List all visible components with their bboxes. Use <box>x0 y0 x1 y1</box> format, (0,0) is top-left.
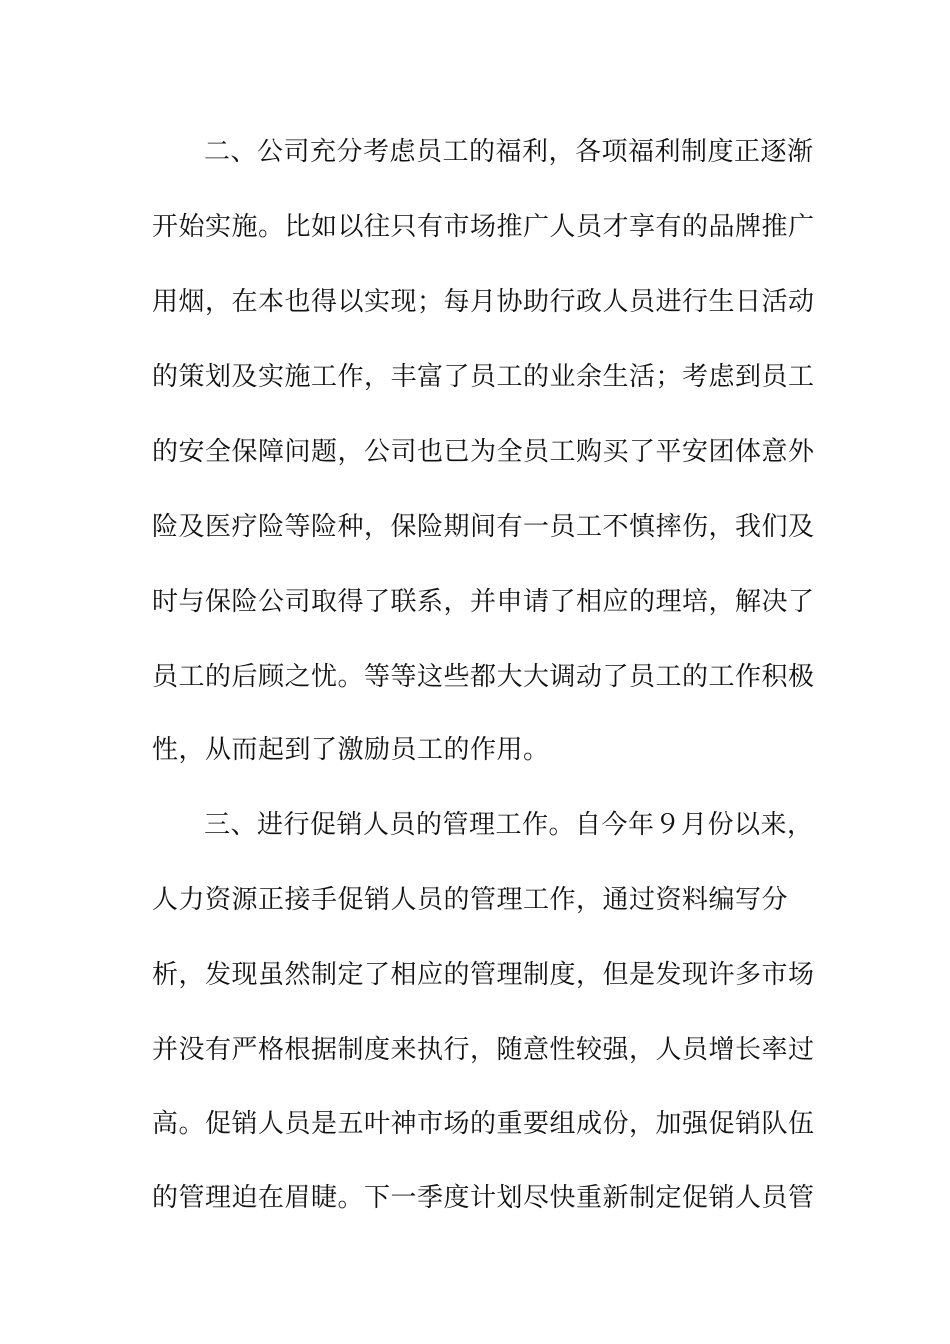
paragraph-3-line-1: 三、进行促销人员的管理工作。自今年９月份以来， <box>204 810 814 840</box>
paragraph-3-line-3: 析，发现虽然制定了相应的管理制度，但是发现许多市场 <box>152 960 815 990</box>
paragraph-2-line-7: 时与保险公司取得了联系，并申请了相应的理培，解决了 <box>152 587 815 617</box>
paragraph-2-line-4: 的策划及实施工作，丰富了员工的业余生活；考虑到员工 <box>152 362 815 392</box>
paragraph-2-line-5: 的安全保障问题，公司也已为全员工购买了平安团体意外 <box>152 437 815 467</box>
paragraph-2-line-1: 二、公司充分考虑员工的福利，各项福利制度正逐渐 <box>204 137 814 167</box>
paragraph-2-line-8: 员工的后顾之忧。等等这些都大大调动了员工的工作积极 <box>152 662 815 692</box>
paragraph-3-line-6: 的管理迫在眉睫。下一季度计划尽快重新制定促销人员管 <box>152 1183 815 1213</box>
paragraph-3-line-2: 人力资源正接手促销人员的管理工作，通过资料编写分 <box>152 885 789 915</box>
paragraph-2-line-2: 开始实施。比如以往只有市场推广人员才享有的品牌推广 <box>152 212 815 242</box>
paragraph-2-line-6: 险及医疗险等险种，保险期间有一员工不慎摔伤，我们及 <box>152 512 815 542</box>
paragraph-3-line-4: 并没有严格根据制度来执行，随意性较强，人员增长率过 <box>152 1035 815 1065</box>
paragraph-3-line-5: 高。促销人员是五叶神市场的重要组成份，加强促销队伍 <box>152 1109 815 1139</box>
paragraph-2-line-3: 用烟，在本也得以实现；每月协助行政人员进行生日活动 <box>152 287 815 317</box>
paragraph-2-line-9: 性，从而起到了激励员工的作用。 <box>152 735 550 765</box>
